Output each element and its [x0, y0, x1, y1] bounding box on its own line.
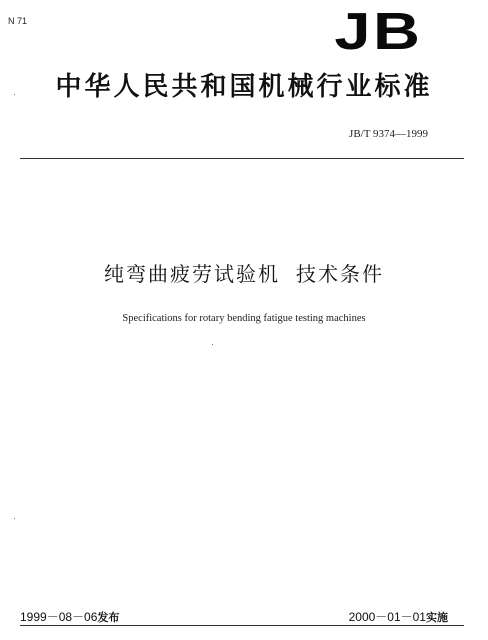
issue-date-block [20, 608, 119, 625]
effective-date-block [349, 608, 448, 625]
issue-label: 发布 [97, 611, 120, 624]
effective-date: 2000－01－01 [348, 610, 426, 624]
jb-standard-mark: JB [333, 3, 422, 61]
ccs-code: N 71 [8, 16, 28, 26]
document-title-en: Specifications for rotary bending fatigue testing machines [122, 313, 366, 324]
scan-speck [212, 344, 213, 345]
standard-number: JB/T 9374—1999 [349, 128, 428, 140]
document-title-cn [0, 258, 488, 287]
scan-speck [14, 518, 15, 519]
issue-date: 1999－08－06 [20, 610, 98, 624]
document-title-cn-part1: 纯弯曲疲劳试验机 [104, 262, 280, 286]
footer-divider [20, 625, 464, 626]
document-title-cn-part2: 技术条件 [296, 262, 384, 286]
header-divider [20, 158, 464, 159]
effective-label: 实施 [426, 611, 448, 624]
scan-speck [14, 94, 15, 95]
standard-category-title: 中华人民共和国机械行业标准 [55, 72, 433, 102]
